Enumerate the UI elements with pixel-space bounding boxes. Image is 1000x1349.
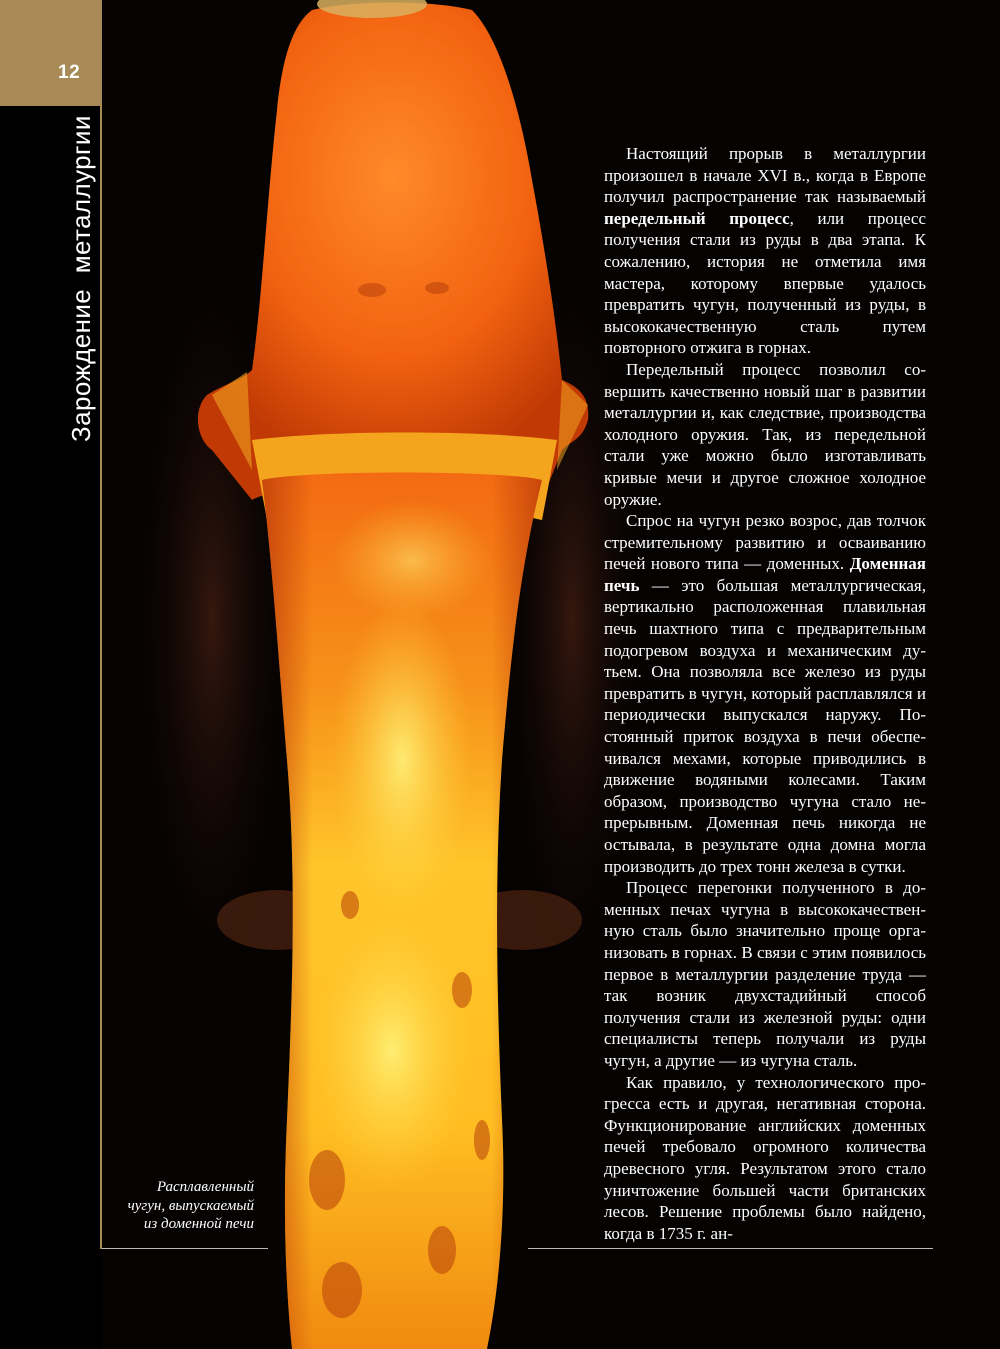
section-title: Зарождение металлургии (66, 115, 96, 442)
paragraph-text: Как правило, у технологического прогресса есть и другая, негативная сторона. Функционирование английских доменных печей требовало огромного количества древесного угля. Результатом этого стало уничтожение большей части британских лесов. Решение проблемы было найдено, когда в 1735 г. ан- (604, 1072, 926, 1243)
page-number: 12 (58, 62, 81, 83)
paragraph-text: — это большая металлургическая, вертикально расположенная плавильная печь шахтного типа с предварительным подогревом воздуха и механическим дутьем. Она позволяла все железо из руды превратить в чугун, который расплавлялся и периодически выпускался наружу. Постоянный приток воздуха в печи обеспечивался мехами, которые приводились в движение водяными колесами. Таким образом, производство чугуна стало непрерывным. Доменная печь никогда не остывала, в результате одна домна могла производить до трех тонн железа в сутки. (604, 575, 926, 876)
paragraph-text: Настоящий прорыв в металлургии произошел в начале XVI в., когда в Европе получил распространение так называемый (604, 144, 926, 207)
paragraph-text: Процесс перегонки полученного в доменных печах чугуна в высококачественную сталь было значительно проще организовать в горнах. В связи с этим появилось первое в металлургии разделение труда — так возник двухстадийный способ получения стали из железной руды: одни специалисты теперь получали из руды чугун, а другие — из чугуна сталь. (604, 878, 926, 1070)
paragraph-2 (604, 359, 926, 510)
caption-line: Расплавленный (156, 1179, 254, 1195)
paragraph-4 (604, 877, 926, 1071)
paragraph-1 (604, 143, 926, 359)
side-column (0, 0, 100, 1349)
page-number-tab (0, 0, 102, 106)
term-domennaya-pech: Доменная печь (604, 554, 926, 595)
paragraph-5 (604, 1072, 926, 1245)
term-peredelny-process: передельный процесс (604, 208, 790, 228)
bottom-rule-left (102, 1248, 268, 1249)
paragraph-text: Передельный процесс позволил совершить качественно новый шаг в развитии металлургии и, как следствие, производства холодного оружия. Так, из передельной стали уже можно было изготавливать кривые мечи и другое сложное холодное оружие. (604, 359, 926, 509)
bottom-rule-right (528, 1248, 933, 1249)
article-body (604, 143, 926, 1244)
paragraph-3 (604, 510, 926, 877)
paragraph-text: Спрос на чугун резко возрос, дав толчок стремительному развитию и осваиванию печей нового типа — доменных. (604, 511, 926, 574)
caption-line: чугун, выпускаемый (127, 1197, 254, 1214)
photo-caption (126, 1178, 254, 1234)
paragraph-text: , или процесс получения стали из руды в два этапа. К сожалению, история не отметила имя мастера, которому впервые удалось превратить чугун, полученный из руды, в высококачественную сталь путем повторного отжига в горнах. (604, 208, 927, 358)
caption-line: из доменной печи (143, 1216, 254, 1232)
